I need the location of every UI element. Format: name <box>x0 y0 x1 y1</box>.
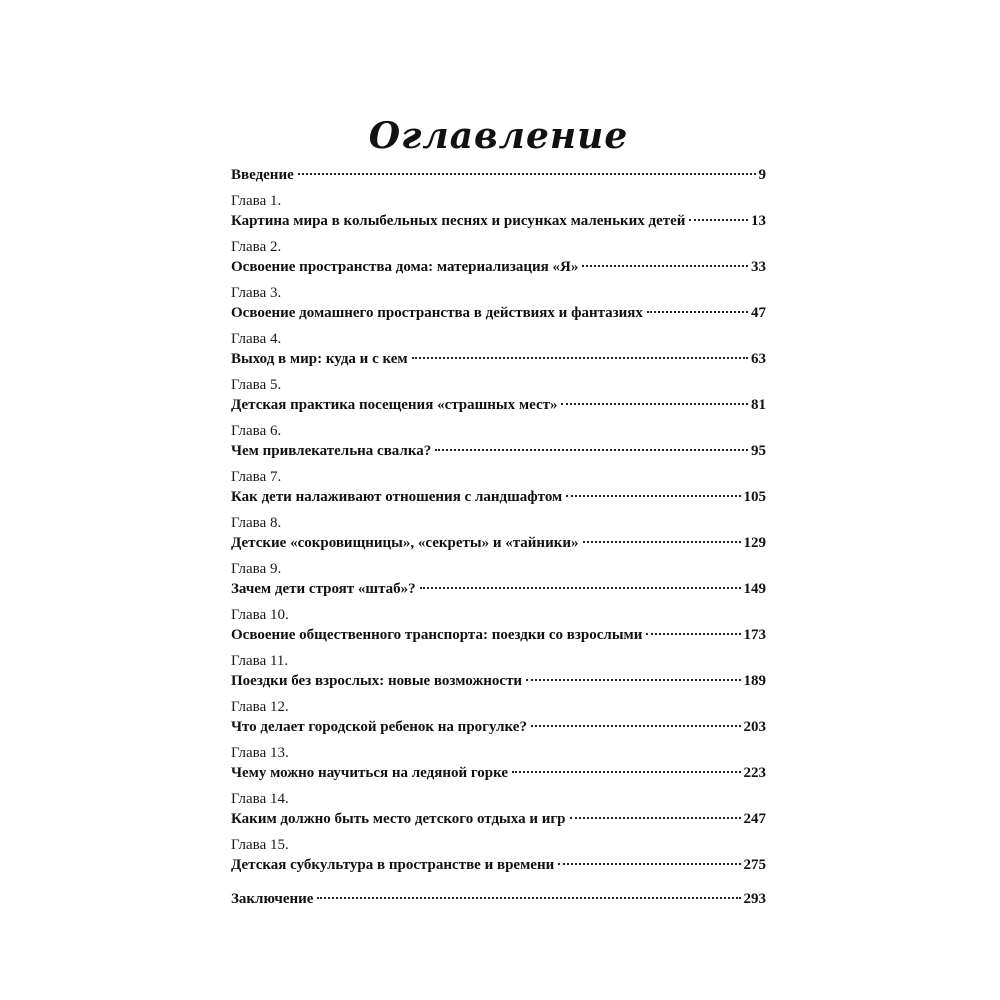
entry-page-number: 203 <box>743 719 766 735</box>
entry-line <box>231 716 766 738</box>
entry-line <box>231 302 766 324</box>
dot-leader <box>566 495 740 497</box>
entry-page-number: 149 <box>743 581 766 597</box>
entry-page-number: 129 <box>743 535 766 551</box>
entry-title: Зачем дети строят «штаб»? <box>231 581 416 597</box>
dot-leader <box>561 403 748 405</box>
entry-chapter-label: Глава 12. <box>231 699 289 715</box>
entry-title: Освоение пространства дома: материализация «Я» <box>231 259 579 275</box>
entry-line <box>231 394 766 416</box>
entry-chapter-label: Глава 2. <box>231 239 282 255</box>
toc-list <box>231 164 766 910</box>
toc-entry[interactable] <box>231 600 766 646</box>
entry-page-number: 173 <box>743 627 766 643</box>
entry-page-number: 247 <box>743 811 766 827</box>
toc-entry[interactable] <box>231 830 766 876</box>
entry-page-number: 47 <box>751 305 766 321</box>
entry-chapter-label: Глава 9. <box>231 561 282 577</box>
dot-leader <box>512 771 740 773</box>
entry-title: Поездки без взрослых: новые возможности <box>231 673 523 689</box>
entry-title: Освоение домашнего пространства в действиях и фантазиях <box>231 305 643 321</box>
dot-leader <box>647 311 748 313</box>
entry-title: Введение <box>231 167 294 183</box>
entry-line <box>231 532 766 554</box>
entry-chapter-label: Глава 1. <box>231 193 282 209</box>
entry-title: Освоение общественного транспорта: поездки со взрослыми <box>231 627 643 643</box>
entry-title: Чем привлекательна свалка? <box>231 443 432 459</box>
entry-line <box>231 348 766 370</box>
entry-line <box>231 762 766 784</box>
entry-page-number: 189 <box>743 673 766 689</box>
entry-chapter-label: Глава 5. <box>231 377 282 393</box>
entry-chapter-label: Глава 10. <box>231 607 289 623</box>
dot-leader <box>583 541 741 543</box>
entry-page-number: 63 <box>751 351 766 367</box>
entry-chapter-label: Глава 6. <box>231 423 282 439</box>
entry-chapter-label: Глава 15. <box>231 837 289 853</box>
entry-line <box>231 164 766 186</box>
entry-page-number: 13 <box>751 213 766 229</box>
dot-leader <box>646 633 740 635</box>
dot-leader <box>526 679 740 681</box>
entry-spacer <box>231 876 766 888</box>
entry-page-number: 275 <box>743 857 766 873</box>
toc-entry[interactable] <box>231 416 766 462</box>
entry-chapter-label: Глава 4. <box>231 331 282 347</box>
entry-line <box>231 440 766 462</box>
entry-chapter-label: Глава 11. <box>231 653 289 669</box>
dot-leader <box>558 863 740 865</box>
entry-line <box>231 210 766 232</box>
entry-title: Каким должно быть место детского отдыха и игр <box>231 811 566 827</box>
entry-title: Детская практика посещения «страшных мест» <box>231 397 558 413</box>
entry-page-number: 33 <box>751 259 766 275</box>
toc-entry[interactable] <box>231 186 766 232</box>
entry-line <box>231 578 766 600</box>
entry-chapter-label: Глава 3. <box>231 285 282 301</box>
toc-entry[interactable] <box>231 738 766 784</box>
toc-entry[interactable] <box>231 462 766 508</box>
entry-title: Как дети налаживают отношения с ландшафтом <box>231 489 563 505</box>
entry-title: Заключение <box>231 891 314 907</box>
dot-leader <box>689 219 748 221</box>
toc-entry[interactable] <box>231 232 766 278</box>
entry-line <box>231 808 766 830</box>
entry-page-number: 105 <box>743 489 766 505</box>
entry-line <box>231 888 766 910</box>
entry-line <box>231 256 766 278</box>
dot-leader <box>582 265 748 267</box>
toc-entry[interactable] <box>231 646 766 692</box>
entry-title: Что делает городской ребенок на прогулке? <box>231 719 527 735</box>
toc-entry[interactable] <box>231 508 766 554</box>
toc-entry[interactable] <box>231 370 766 416</box>
toc-entry[interactable] <box>231 278 766 324</box>
entry-title: Детские «сокровищницы», «секреты» и «тайники» <box>231 535 579 551</box>
toc-entry[interactable] <box>231 876 766 910</box>
entry-page-number: 9 <box>758 167 766 183</box>
entry-page-number: 95 <box>751 443 766 459</box>
dot-leader <box>412 357 748 359</box>
dot-leader <box>531 725 741 727</box>
entry-chapter-label: Глава 13. <box>231 745 289 761</box>
dot-leader <box>298 173 756 175</box>
entry-line <box>231 854 766 876</box>
toc-entry[interactable] <box>231 164 766 186</box>
entry-page-number: 81 <box>751 397 766 413</box>
toc-page <box>231 108 766 910</box>
entry-chapter-label: Глава 8. <box>231 515 282 531</box>
dot-leader <box>420 587 741 589</box>
entry-title: Детская субкультура в пространстве и времени <box>231 857 555 873</box>
toc-entry[interactable] <box>231 324 766 370</box>
dot-leader <box>435 449 748 451</box>
toc-entry[interactable] <box>231 784 766 830</box>
entry-page-number: 223 <box>743 765 766 781</box>
entry-chapter-label: Глава 14. <box>231 791 289 807</box>
entry-title: Выход в мир: куда и с кем <box>231 351 408 367</box>
entry-page-number: 293 <box>743 891 766 907</box>
entry-line <box>231 670 766 692</box>
entry-title: Чему можно научиться на ледяной горке <box>231 765 509 781</box>
toc-title: Оглавление <box>368 115 629 157</box>
entry-line <box>231 624 766 646</box>
dot-leader <box>317 897 740 899</box>
entry-chapter-label: Глава 7. <box>231 469 282 485</box>
entry-line <box>231 486 766 508</box>
dot-leader <box>570 817 741 819</box>
entry-title: Картина мира в колыбельных песнях и рисунках маленьких детей <box>231 213 686 229</box>
toc-entry[interactable] <box>231 554 766 600</box>
toc-entry[interactable] <box>231 692 766 738</box>
